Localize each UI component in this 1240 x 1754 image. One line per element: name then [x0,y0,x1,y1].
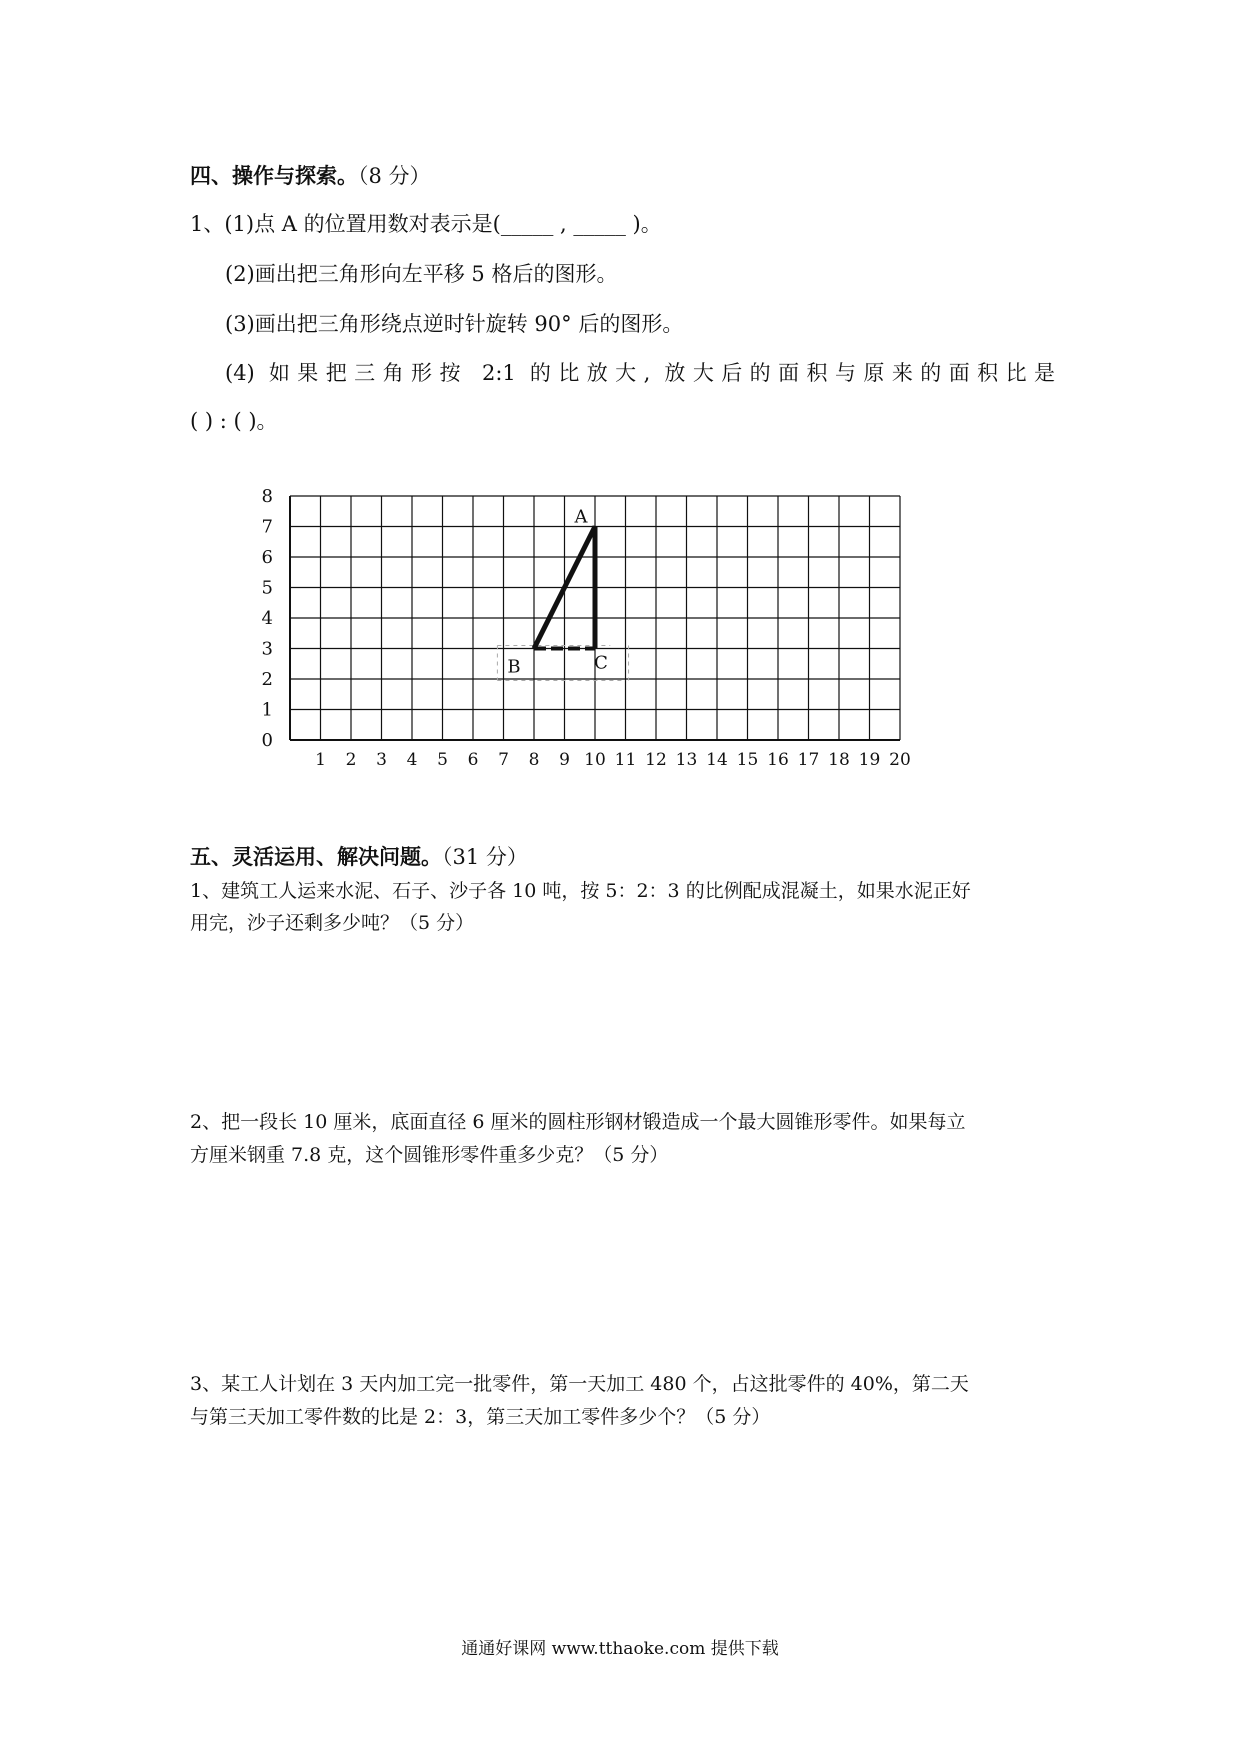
y-tick-label: 1 [261,699,273,721]
x-tick-label: 10 [584,750,606,770]
section5-heading [190,843,528,871]
point-label-a: A [574,506,588,528]
x-tick-label: 1 [315,750,326,770]
coordinate-grid-figure [255,485,915,775]
section5-points: （31 分） [442,845,528,869]
x-tick-label: 17 [797,750,820,770]
y-tick-label: 4 [261,608,273,629]
question-1-part-4: (4) 如果把三角形按 2:1 的比放大, 放大后的面积与原来的面积比是 [225,361,1055,385]
x-tick-label: 6 [467,750,479,770]
question-1-part-4-blank: ( ) : ( )。 [190,409,278,433]
section4-title: 四、操作与探索。 [190,164,358,188]
x-tick-label: 19 [858,750,881,770]
problem-1-line-2: 用完，沙子还剩多少吨？（5 分） [190,912,475,934]
y-tick-label: 2 [261,669,273,690]
x-tick-label: 7 [498,750,509,770]
y-tick-label: 3 [261,638,273,660]
point-label-b: B [507,656,521,678]
question-1-part-2: (2)画出把三角形向左平移 5 格后的图形。 [225,262,618,286]
y-tick-label: 8 [261,486,273,507]
x-tick-label: 12 [645,750,667,770]
question-1-part-1: 1、(1)点 A 的位置用数对表示是(_____ , _____ )。 [190,212,662,236]
y-tick-label: 7 [261,516,273,538]
y-tick-label: 0 [261,730,273,751]
section4-points: （8 分） [358,164,431,188]
y-tick-label: 5 [261,577,273,599]
x-tick-label: 15 [736,750,759,770]
x-tick-label: 11 [614,750,637,770]
point-label-c: C [594,652,608,674]
problem-1-line-1: 1、建筑工人运来水泥、石子、沙子各 10 吨，按 5：2：3 的比例配成混凝土，如果水泥正好 [190,880,971,902]
x-tick-label: 13 [675,750,698,770]
x-tick-label: 18 [828,750,850,770]
problem-3-line-2: 与第三天加工零件数的比是 2：3，第三天加工零件多少个？（5 分） [190,1406,771,1428]
x-tick-label: 2 [345,750,357,770]
problem-2-line-2: 方厘米钢重 7.8 克，这个圆锥形零件重多少克？（5 分） [190,1144,669,1166]
x-tick-label: 14 [706,750,728,770]
x-tick-label: 4 [406,750,418,770]
x-tick-label: 16 [767,750,789,770]
section5-title: 五、灵活运用、解决问题。 [190,845,442,869]
section4-heading [190,162,431,190]
x-tick-label: 3 [376,750,387,770]
footer-credit: 通通好课网 www.tthaoke.com 提供下载 [461,1639,779,1659]
problem-2-line-1: 2、把一段长 10 厘米，底面直径 6 厘米的圆柱形钢材锻造成一个最大圆锥形零件。如果每立 [190,1111,966,1133]
x-tick-label: 8 [528,750,540,770]
x-tick-label: 5 [437,750,448,770]
x-tick-label: 9 [559,750,570,770]
y-tick-label: 6 [261,547,273,568]
x-tick-label: 20 [889,750,911,770]
problem-3-line-1: 3、某工人计划在 3 天内加工完一批零件，第一天加工 480 个，占这批零件的 40%，第二天 [190,1373,969,1395]
question-1-part-3: (3)画出把三角形绕点逆时针旋转 90° 后的图形。 [225,312,684,336]
